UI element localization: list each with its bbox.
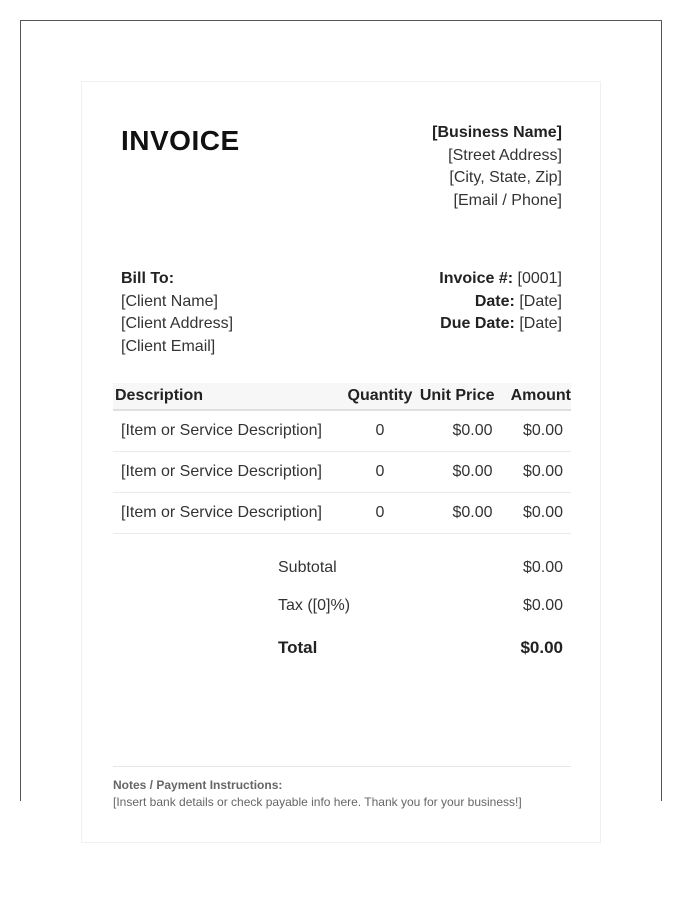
invoice-due-line (439, 313, 562, 336)
table-header-row (113, 383, 571, 410)
subtotal-row (278, 552, 563, 590)
cell-description: [Item or Service Description] (113, 410, 344, 452)
cell-amount: $0.00 (497, 410, 571, 452)
invoice-due-label: Due Date: (440, 315, 515, 332)
bill-to-block (121, 268, 233, 358)
invoice-number-label: Invoice #: (439, 270, 514, 287)
invoice-meta (439, 268, 562, 336)
cell-description: [Item or Service Description] (113, 452, 344, 493)
invoice-sheet (81, 81, 601, 843)
subtotal-value: $0.00 (522, 559, 563, 576)
business-name: [Business Name] (432, 124, 562, 141)
cell-amount: $0.00 (497, 452, 571, 493)
cell-description: [Item or Service Description] (113, 493, 344, 534)
cell-unit-price: $0.00 (416, 452, 497, 493)
cell-quantity: 0 (344, 410, 416, 452)
total-value: $0.00 (520, 638, 563, 657)
table-row (113, 410, 571, 452)
business-city: [City, State, Zip] (449, 169, 562, 186)
cell-amount: $0.00 (497, 493, 571, 534)
header-quantity: Quantity (344, 383, 416, 410)
tax-row (278, 590, 563, 628)
invoice-title: INVOICE (121, 125, 240, 156)
total-label: Total (278, 638, 318, 657)
invoice-due-value: [Date] (519, 315, 562, 332)
header-description: Description (113, 383, 344, 410)
notes-divider (113, 766, 571, 767)
subtotal-label: Subtotal (278, 559, 337, 576)
invoice-date-value: [Date] (519, 292, 562, 310)
bill-to-label: Bill To: (121, 270, 175, 287)
business-info (432, 122, 562, 212)
table-row (113, 493, 571, 534)
totals-block (278, 552, 563, 666)
header-amount: Amount (497, 383, 571, 410)
document-frame (20, 20, 662, 809)
total-row (278, 628, 563, 666)
cell-quantity: 0 (344, 452, 416, 493)
notes-body: [Insert bank details or check payable info here. Thank you for your business!] (113, 795, 522, 809)
invoice-number-line (439, 268, 562, 291)
table-row (113, 452, 571, 493)
client-name: [Client Name] (121, 292, 218, 310)
notes-heading: Notes / Payment Instructions: (113, 778, 283, 792)
business-street: [Street Address] (448, 146, 562, 164)
client-address: [Client Address] (121, 315, 234, 332)
client-email: [Client Email] (121, 337, 216, 355)
cell-quantity: 0 (344, 493, 416, 534)
cell-unit-price: $0.00 (416, 493, 497, 534)
tax-label: Tax ([0]%) (278, 597, 351, 614)
business-contact: [Email / Phone] (453, 191, 562, 209)
cell-unit-price: $0.00 (416, 410, 497, 452)
invoice-number-value: [0001] (517, 270, 562, 287)
header-unit-price: Unit Price (416, 383, 497, 410)
tax-value: $0.00 (522, 597, 563, 614)
invoice-date-line (439, 291, 562, 314)
invoice-date-label: Date: (474, 292, 515, 310)
line-items-table (113, 383, 571, 534)
